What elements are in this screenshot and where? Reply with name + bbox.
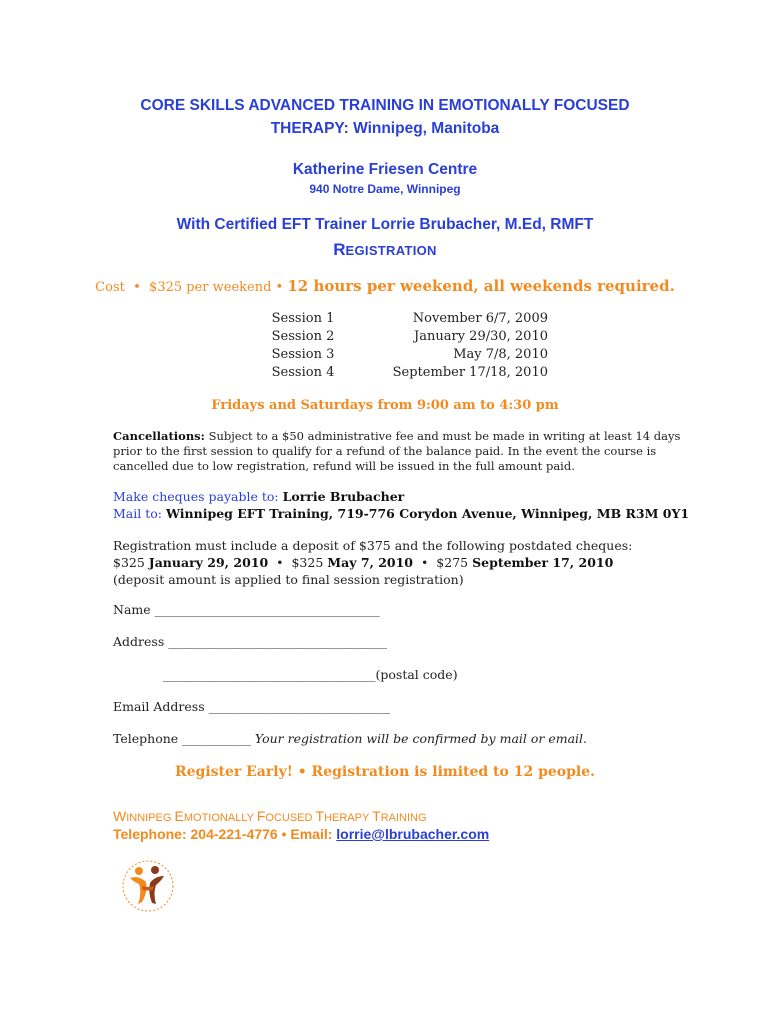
deposit-block [113,537,713,588]
org-rest: RAINING [380,812,427,824]
telephone-field[interactable]: Telephone ___________ [113,731,251,746]
session-date: January 29/30, 2010 [414,329,548,344]
cheque-date: September 17, 2010 [472,555,614,570]
name-field[interactable]: Name ____________________________________ [113,602,380,617]
people-embrace-logo-icon [120,858,176,914]
telephone-info: Telephone: 204-221-4776 • Email: [113,826,337,842]
register-early-line: Register Early! • Registration is limited to 12 people. [174,764,596,780]
org-cap: T [315,808,325,824]
trainer-line: With Certified EFT Trainer Lorrie Brubacher, M.Ed, RMFT [176,216,594,233]
org-cap: E [174,808,184,824]
cost-separator: • [133,280,141,295]
cheques-payee: Lorrie Brubacher [282,489,405,504]
cost-hours: 12 hours per weekend, all weekends required. [287,277,675,295]
address-field[interactable]: Address ___________________________________ [113,634,387,649]
organization-name [113,808,427,824]
postdated-cheques [113,554,713,571]
session-date: September 17/18, 2010 [392,365,548,380]
payment-block [113,488,713,522]
cheque-date: May 7, 2010 [327,555,414,570]
session-name: Session 2 [271,329,335,344]
registration-heading [0,240,770,260]
deposit-note: (deposit amount is applied to final session registration) [113,572,464,587]
session-date: May 7/8, 2010 [453,347,548,362]
org-cap: F [256,808,266,824]
session-date: November 6/7, 2009 [412,311,548,326]
title-line-2: THERAPY: Winnipeg, Manitoba [270,120,500,137]
mail-address: Winnipeg EFT Training, 719-776 Corydon Avenue, Winnipeg, MB R3M 0Y1 [165,506,690,521]
venue-address: 940 Notre Dame, Winnipeg [309,182,461,196]
cancellations-paragraph [113,429,703,474]
deposit-line: Registration must include a deposit of $375 and the following postdated cheques: [113,538,633,553]
schedule-line: Fridays and Saturdays from 9:00 am to 4:30 pm [211,398,559,413]
telephone-row [113,731,587,746]
cost-separator-2: • [275,280,284,295]
page-title [0,94,770,140]
registration-heading-first: R [333,240,346,259]
cancellations-text: Subject to a $50 administrative fee and must be made in writing at least 14 days prior to the first session to qualify for a refund of the balance paid. In the event the course is cancelled due to low registration, refund will be issued in the full amount paid. [113,429,681,473]
registration-heading-rest: EGISTRATION [345,243,437,258]
org-rest: OCUSED [265,812,316,824]
session-name: Session 1 [271,311,335,326]
postal-code-field[interactable]: __________________________________(postal code) [163,667,458,682]
cancellations-label: Cancellations: [113,429,205,443]
email-link[interactable]: lorrie@lbrubacher.com [336,826,490,842]
venue-name: Katherine Friesen Centre [292,161,478,178]
cost-price: $325 per weekend [149,280,272,295]
org-rest: MOTIONALLY [183,812,257,824]
cheque-separator: • [276,555,284,570]
cost-label: Cost [95,280,125,295]
cheque-amount: $275 [436,555,473,570]
cost-line [0,277,770,295]
title-line-1: CORE SKILLS ADVANCED TRAINING IN EMOTIONALLY FOCUSED [140,97,630,114]
mail-label: Mail to: [113,506,166,521]
org-rest: HERAPY [324,812,373,824]
cheque-amount: $325 [291,555,328,570]
contact-line [113,826,489,842]
cheque-amount: $325 [113,555,149,570]
org-cap: W [113,808,127,824]
session-name: Session 3 [271,347,335,362]
org-cap: T [372,808,381,824]
session-name: Session 4 [271,365,335,380]
org-rest: INNIPEG [126,812,175,824]
cheques-label: Make cheques payable to: [113,489,283,504]
email-field[interactable]: Email Address _____________________________ [113,699,390,714]
confirmation-note: Your registration will be confirmed by mail or email. [254,731,588,746]
cheque-separator: • [420,555,429,570]
cheque-date: January 29, 2010 [148,555,269,570]
